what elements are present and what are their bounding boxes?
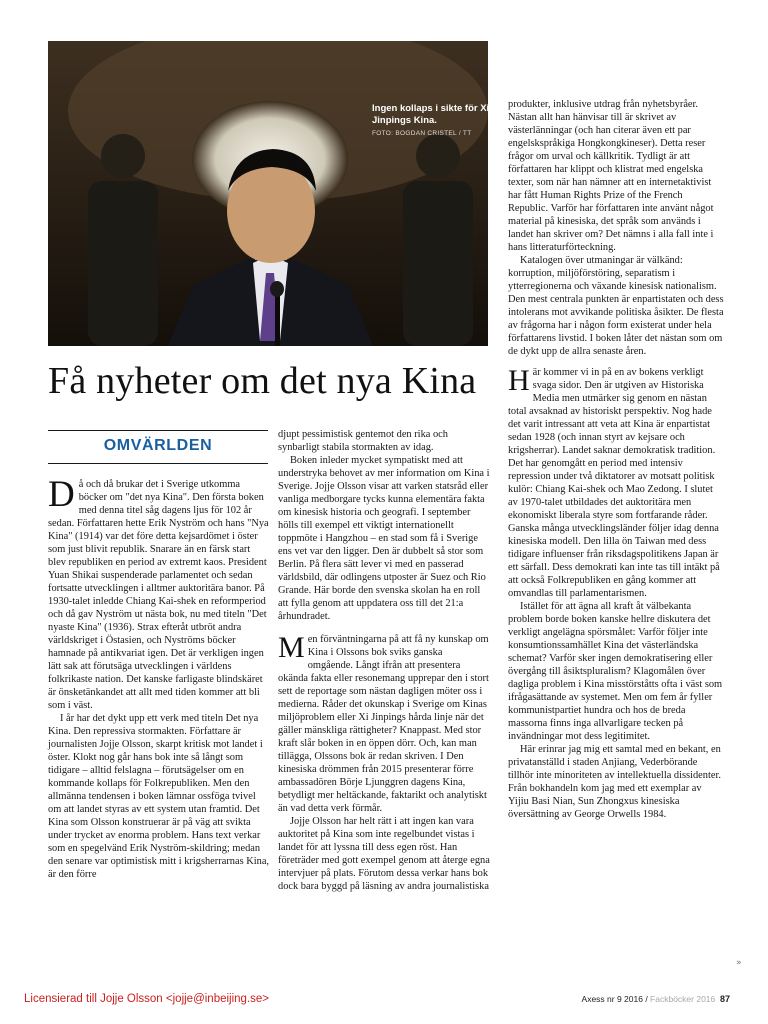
drop-cap: D [48,474,75,515]
article-column-3 [508,98,724,821]
drop-cap: M [278,631,305,664]
spacer [278,623,490,633]
paragraph: Jojje Olsson har helt rätt i att ingen kan vara auktoritet på Kina som inte regelbundet vistas i landet för att lyssna till dess egen röst. Han företräder med gott exempel genom att återge egna intervjuer på plats. Förutom dessa verkar hans bok dock bara byggd på läsning av andra journalistiska [278,816,490,892]
paragraph: Men förväntningarna på att få ny kunskap om Kina i Olssons bok sviks ganska omgående. Långt ifrån att presentera okända fakta eller resonemang upprepar den i stort sett de reportage som nästan dagligen möter oss i medierna. Råder det okunskap i Sverige om Kinas miljöproblem eller Xi Jinpings hårda linje när det gäller mänskliga rättigheter? Knappast. Med stor kraft slår boken in en öppen dörr. Och, kan man tillägga, Olssons bok är redan skriven. I Den kinesiska drömmen från 2015 presenterar förre ambassadören Börje Ljunggren dagens Kina, betydligt mer heltäckande, faktarikt och analytiskt än vad detta verk förmår. [278,631,489,814]
paragraph: Här kommer vi in på en av bokens verkligt svaga sidor. Den är utgiven av Historiska Media men utmärker sig genom en nästan total avsaknad av historiskt perspektiv. Nog hade det varit intressant att veta att Kina är enpartistat sedan 1928 (och innan styrt av kejsare och krigsherrar). Landet saknar demokratisk tradition. Det har genomgått en period med intensiv repression under två diktatorer av motsatt politisk kulör: Chiang Kai-shek och Mao Zedong. I slutet av 1970-talet utbildades det auktoritära men ekonomiskt liberala styre som fortfarande råder. Ganska många utvecklingsländer följer idag denna kinesiska modell. Den lilla ön Taiwan med dess tidigare influenser från riksdagspolitikens Japan är ett särfall. Dess demokrati kan inte tas till intäkt på att också Folkrepubliken en gång kommer att omvandlas till parlamentarismen. [508,364,720,599]
continue-arrow-icon: » [736,958,742,968]
page-number: 87 [719,994,730,1004]
section-rule-bottom [48,463,268,464]
photo-credit: FOTO: BOGDAN CRISTEL / TT [372,130,472,137]
photo-caption [372,103,492,140]
section-rule-top [48,430,268,431]
article-column-1 [48,474,270,881]
paragraph: Då och då brukar det i Sverige utkomma böcker om "det nya Kina". Den första boken med denna titel såg dagens ljus för 102 år sedan. Författaren hette Erik Nyström och hans "Nya Kina" (1914) var det före detta kejsardömet i öster som just blivit republik. Snarare än en färsk start blev republiken en period av extremt kaos. President Yuan Shikai suspenderade parlamentet och sedan fortsatte utvecklingen i alltmer auktoritära banor. På 1930-talet inledde Chiang Kai-shek en reformperiod och då gav Nyström ut nästa bok, nu med titeln "Det nyaste Kina" (1936). Strax efteråt utbröt andra världskriget i Östasien, och Nyströms böcker hamnade på antikvariat igen. Det är verkligen ingen lätt sak att förutsäga utvecklingen i världens folkrikaste nation. Det kanske farligaste blindskäret är önsketänkandet att allt med tiden kommer att bli som i väst. [48,474,269,711]
article-column-2 [278,428,490,893]
portrait-illustration [48,41,488,346]
caption-title: Ingen kollaps i sikte för Xi Jinpings Kina. [372,103,490,126]
paragraph: Boken inleder mycket sympatiskt med att understryka behovet av mer information om Kina i Sverige. Jojje Olsson visar att varken statsråd eller vanliga medborgare tycks kunna elementära fakta om kinesisk historia och geografi. I september hölls till exempel ett viktigt internationellt toppmöte i Hangzhou – en stad som få i Sverige ens vet var den ligger. Den är dubbelt så stor som Berlin. På flera sätt lever vi med en passerad världsbild, där odlingens utposter är Suez och Rio Grande. Här borde den svenska skolan ha en roll att fylla genom att uppdatera oss till det 21:a århundradet. [278,455,490,622]
spacer [508,358,724,366]
paragraph: produkter, inklusive utdrag från nyhetsbyråer. Nästan allt han hänvisar till är skrivet av västerlänningar (och han citerar även ett par engelskspråkiga Hongkongkineser). Detta reser frågor om urval och källkritik. Tydligt är att författaren har klippt och klistrat med engelska texter, som när han nämner att en internetaktivist har fått Human Rights Prize of the French Republic. Varför har författaren inte använt något material på kinesiska, det språk som används i landet han skriver om? Det nämns i alla fall inte i hans litteraturförteckning. [508,99,714,253]
drop-cap: H [508,364,530,397]
paragraph: Katalogen över utmaningar är välkänd: korruption, miljöförstöring, separatism i ytterregionerna och växande kinesisk nationalism. Den mest centrala punkten är enpartistaten och dess intolerans mot avvikande politiska åsikter. De flesta av frågorna har i någon form existerat under hela författarens livstid. I boken låter det nästan som om de dykt upp de allra senaste åren. [508,255,724,357]
paragraph: I år har det dykt upp ett verk med titeln Det nya Kina. Den repressiva stormakten. Författare är journalisten Jojje Olsson, skarpt kritisk mot landet i öster. Klokt nog går hans bok inte så långt som tidigare – alltid felslagna – förutsägelser om en kommande kollaps för Folkrepubliken. Men den allmänna tendensen i boken lämnar ossföga tvivel om att landet styras av ett system utan framtid. Det Kina som Olsson konstruerar är på väg att svikta under trycket av enorma problem. Hans text verkar som en spegelvänd Erik Nyström-skildring; medan den senare var optimistisk mitt i krigsherrarnas Kina, är den förre [48,713,270,880]
page-footer [550,994,730,1004]
article-photo [48,41,488,346]
license-notice: Licensierad till Jojje Olsson <jojje@inbeijing.se> [24,993,269,1005]
section-label: OMVÄRLDEN [103,437,213,454]
paragraph: Istället för att ägna all kraft åt välbekanta problem borde boken kanske hellre diskutera det verkligt angelägna spörsmålet: Varför följer inte konsumtionssamhället Kina det västerländska schemat? Varför sker ingen demokratisering eller övergång till åsiktspluralism? Klagomålen över dagliga problem i Kina misstörståtts ofta i väst som ifrågasättande av systemet. Men om fem år fyller kommunistpartiet hundra och hos de breda massorna finns inga allvarligare tecken på invändningar mot dess legitimitet. [508,601,723,742]
headline: Få nyheter om det nya Kina [48,360,477,402]
magazine-issue: Axess nr 9 2016 / [581,994,651,1004]
paragraph: Här erinrar jag mig ett samtal med en bekant, en privatanställd i staden Anjiang, Vederbörande tillhör inte minoriteten av intellektuella dissidenter. Från bokhandeln kom jag med ett exemplar av Yijiu Basi Nian, Sun Zhongxus kinesiska översättning av George Orwells 1984. [508,744,721,820]
paragraph: djupt pessimistisk gentemot den rika och synbarligt stabila stormakten av idag. [278,429,448,453]
supplement-name: Fackböcker 2016 [650,994,716,1004]
